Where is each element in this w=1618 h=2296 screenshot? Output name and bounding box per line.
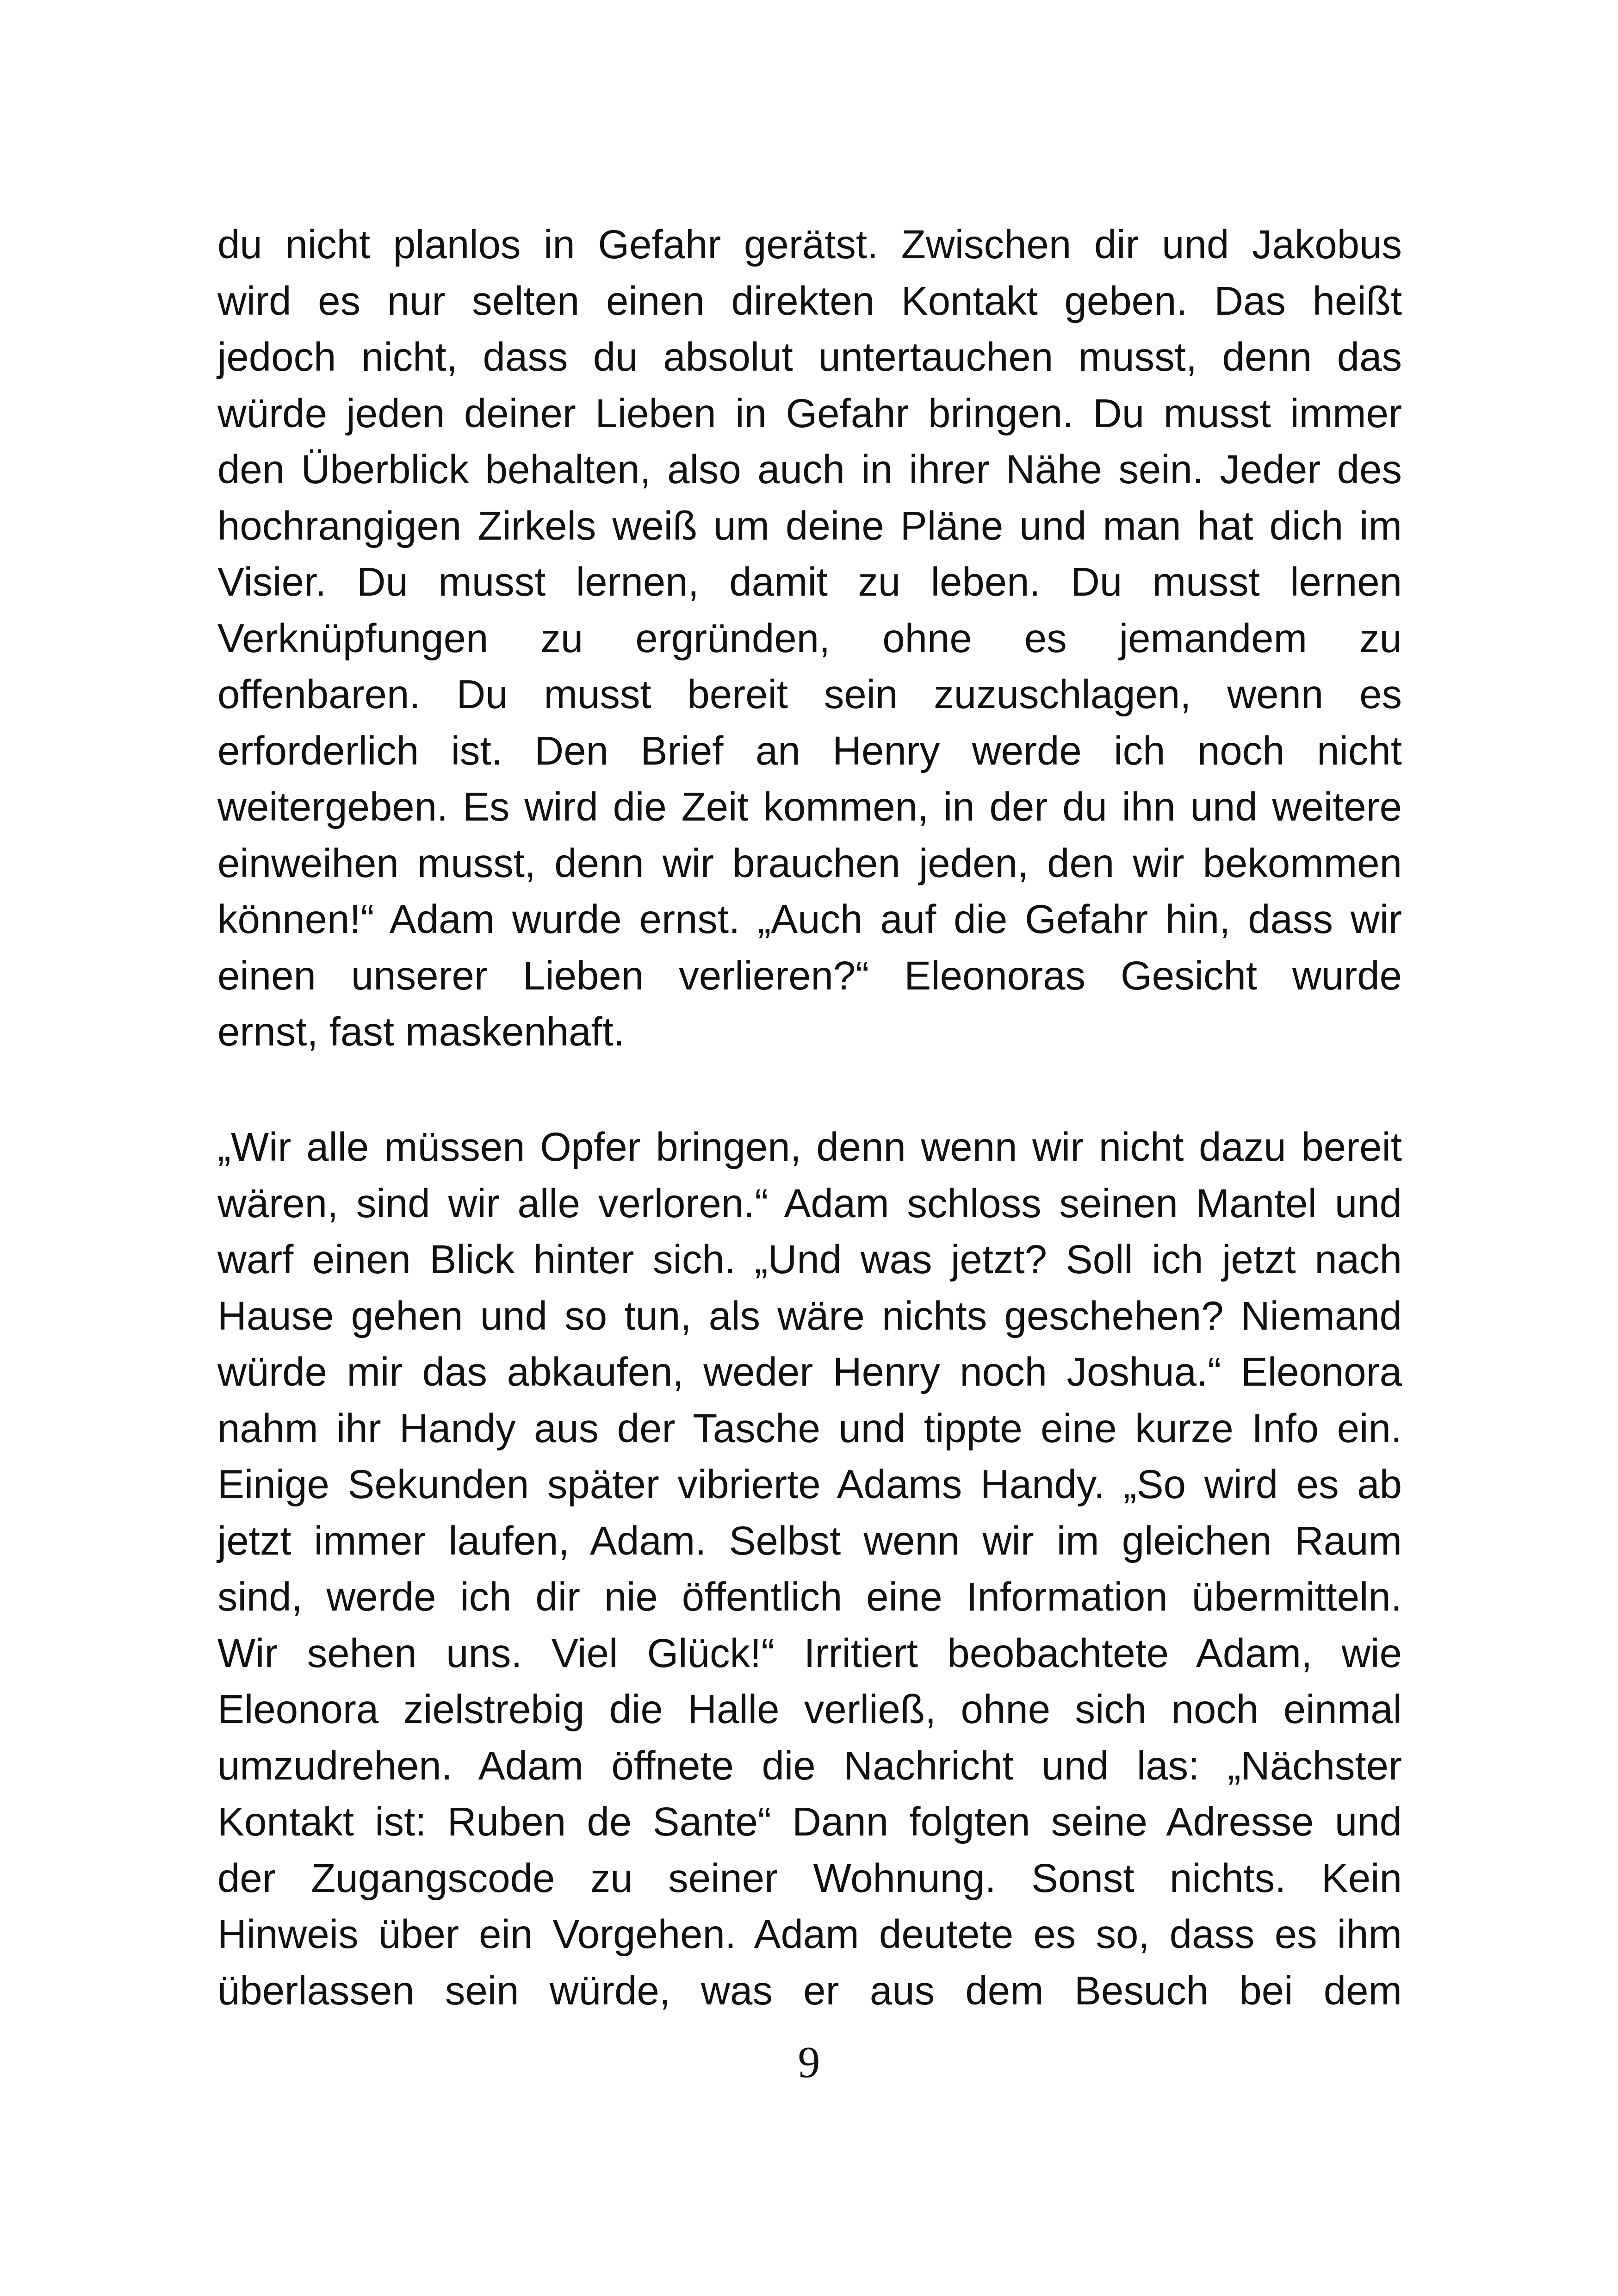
text-line: den Überblick behalten, also auch in ihrer Nähe sein. Jeder des xyxy=(217,447,1402,492)
text-line: wären, sind wir alle verloren.“ Adam schloss seinen Mantel und xyxy=(217,1181,1402,1226)
text-line: umzudrehen. Adam öffnete die Nachricht und las: „Nächster xyxy=(217,1743,1402,1788)
paragraph-2 xyxy=(217,1119,1402,2019)
text-line: wird es nur selten einen direkten Kontakt geben. Das heißt xyxy=(217,278,1402,324)
text-line: jedoch nicht, dass du absolut untertauchen musst, denn das xyxy=(217,335,1402,380)
text-line: nahm ihr Handy aus der Tasche und tippte eine kurze Info ein. xyxy=(217,1406,1402,1451)
text-line: der Zugangscode zu seiner Wohnung. Sonst nichts. Kein xyxy=(217,1855,1402,1901)
text-line: einen unserer Lieben verlieren?“ Eleonoras Gesicht wurde xyxy=(217,953,1402,998)
text-line: jetzt immer laufen, Adam. Selbst wenn wir im gleichen Raum xyxy=(217,1518,1402,1563)
text-line: Hause gehen und so tun, als wäre nichts geschehen? Niemand xyxy=(217,1293,1402,1338)
text-line: erforderlich ist. Den Brief an Henry werde ich noch nicht xyxy=(217,728,1402,773)
text-line: Wir sehen uns. Viel Glück!“ Irritiert beobachtete Adam, wie xyxy=(217,1630,1402,1676)
text-line: warf einen Blick hinter sich. „Und was jetzt? Soll ich jetzt nach xyxy=(217,1237,1402,1282)
text-line: können!“ Adam wurde ernst. „Auch auf die Gefahr hin, dass wir xyxy=(217,897,1402,942)
text-line: Hinweis über ein Vorgehen. Adam deutete es so, dass es ihm xyxy=(217,1912,1402,1957)
text-line: würde mir das abkaufen, weder Henry noch Joshua.“ Eleonora xyxy=(217,1350,1402,1394)
text-line: „Wir alle müssen Opfer bringen, denn wenn wir nicht dazu bereit xyxy=(217,1125,1402,1170)
paragraph-1 xyxy=(217,217,1402,1060)
text-line: Verknüpfungen zu ergründen, ohne es jemandem zu xyxy=(217,616,1402,661)
text-line: sind, werde ich dir nie öffentlich eine Information übermitteln. xyxy=(217,1574,1402,1619)
page-number: 9 xyxy=(798,2037,820,2087)
text-line: Einige Sekunden später vibrierte Adams Handy. „So wird es ab xyxy=(217,1462,1402,1507)
text-line: einweihen musst, denn wir brauchen jeden, den wir bekommen xyxy=(217,840,1402,886)
text-line: hochrangigen Zirkels weiß um deine Pläne und man hat dich im xyxy=(217,503,1402,548)
text-line: weitergeben. Es wird die Zeit kommen, in der du ihn und weitere xyxy=(217,784,1402,829)
text-line: würde jeden deiner Lieben in Gefahr bringen. Du musst immer xyxy=(217,391,1402,436)
text-line: Visier. Du musst lernen, damit zu leben. Du musst lernen xyxy=(217,560,1402,604)
text-line: offenbaren. Du musst bereit sein zuzuschlagen, wenn es xyxy=(217,672,1402,717)
text-line: Kontakt ist: Ruben de Sante“ Dann folgten seine Adresse und xyxy=(217,1799,1402,1844)
text-line: Eleonora zielstrebig die Halle verließ, ohne sich noch einmal xyxy=(217,1687,1402,1732)
text-line: ernst, fast maskenhaft. xyxy=(217,1009,625,1054)
text-line: überlassen sein würde, was er aus dem Besuch bei dem xyxy=(217,1968,1402,2013)
text-line: du nicht planlos in Gefahr gerätst. Zwischen dir und Jakobus xyxy=(217,222,1402,267)
